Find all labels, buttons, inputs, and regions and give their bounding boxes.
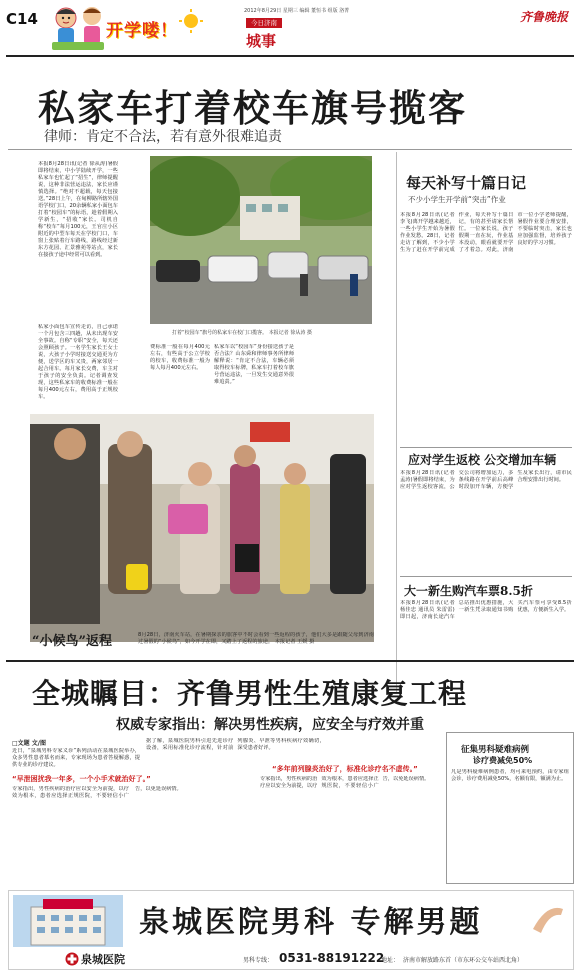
ad-body-3: 据了解，泉城医院男科引进先进诊疗设备，采用标准化诊疗流程，针对前列腺炎、早泄等男科疾病疗效确切，深受患者好评。 [146, 738, 325, 751]
main-headline: 私家车打着校车旗号揽客 [38, 86, 467, 130]
main-rule [8, 149, 572, 150]
hospital-building [13, 895, 123, 947]
side-story-1-body: 本报8月28日讯(记者 李飞)离开学越来越近，一些小学生开始为暑假作业发愁。28日，记者走访了解到，不少小学生为了赶在开学前完成作业，每天补写十篇日记，有的甚至请家长帮忙。一位家长说，孩子假期一直在玩，作业基本没动，眼看就要开学了才着急。对此，济南市一位小学老师提醒，暑假作业要合理安排，不要临时突击，家长也应加强监督，培养孩子良好的学习习惯。 [400, 212, 572, 253]
hospital-banner [8, 890, 574, 970]
ad-box [446, 732, 574, 884]
address-label: 地址： [381, 957, 400, 964]
address-text: 济南市解放路东首（市东环公交车站西北角） [403, 957, 524, 964]
main-body-col2: 私家小面包车宣传走访，自己承诺一个月包含三四趟，从未出现车安全事故。自称“专职”安全，每天还会照顾孩子。一名学生家长王女士说，大孩子小学时接送交通更为方便，送学区的车又贵，两家邻居一起合用车。每月家长交费，车主对于孩子的安全负责。记者调查发现，这些私家车的收费标准一般在每月400元左右，费用高于正规校车。 [38, 324, 118, 400]
section-title: 城事 [246, 32, 277, 50]
main-subhead: 律师：肯定不合法，若有意外很难追责 [44, 129, 282, 145]
ad-body-1: 近日，“泉城男科专家义诊”系列活动在泉城医院举办，众多男性患者慕名而来，专家现场为患者答疑解惑，提供专业的诊疗建议。 [12, 748, 140, 768]
parking-photo [150, 156, 372, 324]
main-body-lower-left: 费标准一般在每月400元左右，有些高于公立学校的校车，收费标准一般为每人每月400元左右。 [150, 344, 210, 371]
side-rule-1 [396, 152, 397, 692]
ad-subhead: 权威专家指出：解决男性疾病，应安全与疗效并重 [116, 717, 424, 733]
side-rule-3 [400, 576, 572, 577]
side-story-1-headline: 每天补写十篇日记 [406, 174, 527, 192]
hotline-label: 男科专线： [243, 957, 274, 964]
main-body-col1: 本报8月28日讯(记者 徐从涛)暑假即将结束，中小学陆续开学，一些私家车也忙起了“招生”，律师提醒说，这种非法营运违法，家长应谨慎选择。“绝对不超载，每天包接送。”28日上午，在甸柳路所辖外国语学校门口，20余辆私家小面包车打着“校园车”的标语，趁着假期入学新生，“招收”家长。司机自称“校车”每月100元，王官庄小区附近的中型车每天在学校门口，车窗上张贴着行车路线，路线经过新东方花园、汇景雅苑等站点，家长在接孩子途中经常可以看到。 [38, 161, 118, 258]
sun-icon [178, 8, 204, 34]
ad-body-4: 专家指出，男性疾病的治疗应以安全为前提，以疗效为根本，患者应选择正规医院，不要轻信小广告，以免延误病情。 [260, 776, 430, 789]
side-story-3-body: 本报8月28日讯(记者 杨佳忠 通讯员 朱雷雷)即日起，济南长途汽车总站推出优惠措施，大一新生凭录取通知书购买汽车票可享受8.5折优惠，方便新生入学。 [400, 600, 572, 620]
page-header [0, 0, 580, 56]
ad-box-title: 征集男科疑难病例 [461, 745, 530, 755]
side-story-3-headline: 大一新生购汽车票8.5折 [404, 584, 533, 598]
ad-top-rule [6, 660, 574, 662]
side-rule-2 [400, 447, 572, 448]
header-rule [6, 55, 574, 57]
child-cartoon-icon [48, 4, 108, 52]
page-number: C14 [6, 10, 38, 28]
hospital-logo-icon [65, 951, 79, 965]
hospital-name: 泉城医院 [81, 953, 125, 966]
parking-photo-caption: 打着“校园车”旗号的私家车在校门口揽客。 本报记者 徐从涛 摄 [172, 330, 312, 336]
section-tag: 今日济南 [246, 18, 282, 28]
ad-box-body: 凡是男科疑难病例患者，均可来电预约，由专家组会诊，诊疗费用减免50%，名额有限，额满为止。 [451, 769, 569, 782]
ad-quote-1: “早泄困扰我一年多，一个小手术就治好了。” [12, 775, 151, 783]
hospital-slogan: 泉城医院男科 专解男题 [139, 905, 483, 940]
hand-graphic [527, 899, 567, 939]
side-story-2-body: 本报8月28日讯(记者 孟涛)暑假即将结束，为应对学生返校客流，公交公司将增加运力，多条线路在开学前后高峰时段加开车辆，方便学生及家长出行，请市民合理安排出行时间。 [400, 470, 572, 490]
station-photo-title: “小候鸟”返程 [32, 634, 112, 649]
ad-quote-2: “多年前列腺炎治好了，标准化诊疗名不虚传。” [272, 765, 418, 773]
hotline-number: 0531-88191222 [279, 951, 385, 965]
ad-box-subtitle: 诊疗费减免50% [473, 756, 533, 765]
brand-logo: 齐鲁晚报 [520, 10, 569, 24]
side-story-2-headline: 应对学生返校 公交增加车辆 [408, 453, 557, 467]
ad-byline: □文题 文/图 [12, 740, 46, 747]
ad-body-2: 专家指出，男性疾病的治疗应以安全为前提，以疗效为根本，患者应选择正规医院，不要轻信小广告，以免延误病情。 [12, 786, 182, 799]
banner-text: 开学喽！ [106, 21, 178, 41]
main-body-lower-mid: 私家车以“校园车”身份接送孩子是否合法？山东舜和律师事务所律师解释说：“肯定不合法，车辆必须取得校车标牌，私家车打着校车旗号营运违法，一旦发生交通意外很难追责。” [214, 344, 294, 385]
ad-headline: 全城瞩目：齐鲁男性生殖康复工程 [32, 677, 468, 710]
station-photo-caption: 8月28日，济南火车站，在暑期探亲的旅客中不时会看到一些返程的孩子，他们大多是跟随父母到济南过暑假的“小候鸟”，如今开学在即，又踏上了返程的旅途。 本报记者 王媛 摄 [138, 632, 374, 645]
date-line: 2012年8月29日 星期三 编辑 董恒书 组版 洛菁 [244, 8, 350, 14]
station-photo [30, 414, 374, 642]
side-story-1-subhead: 不少小学生开学前“突击”作业 [408, 195, 506, 204]
